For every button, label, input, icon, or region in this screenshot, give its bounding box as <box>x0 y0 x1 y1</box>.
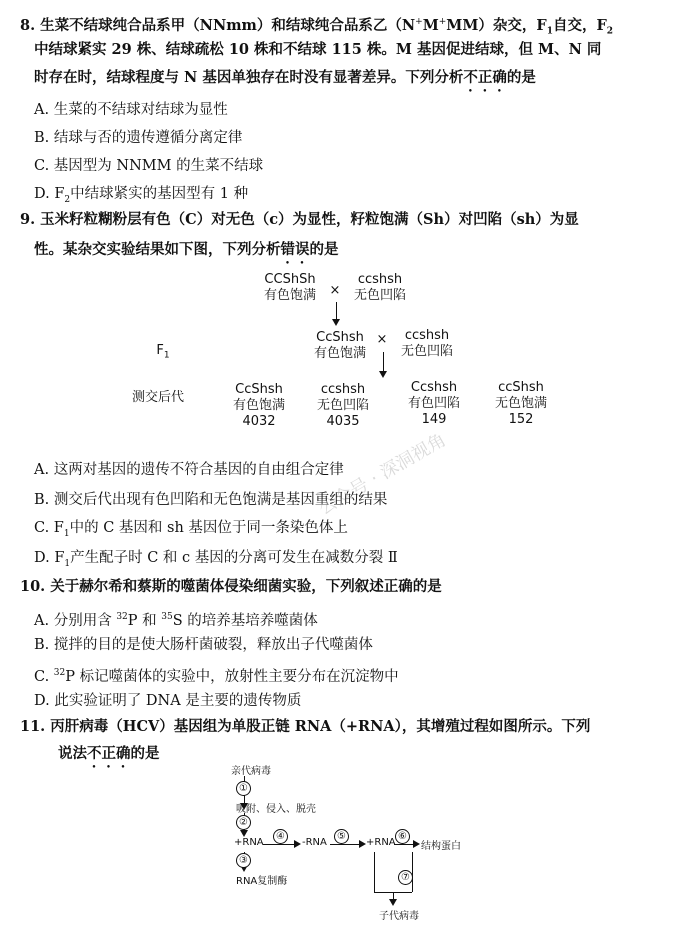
q11-arrow-7 <box>393 892 394 904</box>
q9-parent1-genotype: CCShSh <box>264 272 316 287</box>
q11-step-6: ⑥ <box>395 829 410 844</box>
q9-f1-mate <box>392 328 462 360</box>
q9-offspring-phenotype: 有色饱满 <box>232 398 285 413</box>
q9-offspring-4 <box>484 380 558 428</box>
q10-option-d: D. 此实验证明了 DNA 是主要的遗传物质 <box>34 693 302 709</box>
q9-arrow-2 <box>383 352 384 376</box>
q11-step-7: ⑦ <box>398 870 413 885</box>
q8-line-3: 时存在时，结球程度与 N 基因单独存在时没有显著差异。下列分析不正确的是 <box>34 69 536 86</box>
q9-option-b: B. 测交后代出现有色凹陷和无色饱满是基因重组的结果 <box>34 492 388 508</box>
q11-rna-replicase: RNA复制酶 <box>236 876 288 887</box>
q11-arrow-5 <box>330 844 364 845</box>
q11-child-virus: 子代病毒 <box>379 911 419 922</box>
q11-step-5: ⑤ <box>334 829 349 844</box>
q11-line-2: 说法不正确的是 <box>58 745 160 762</box>
q11-line-1: 11. 丙肝病毒（HCV）基因组为单股正链 RNA（+RNA），其增殖过程如图所示。下列 <box>20 718 591 735</box>
q11-step-4: ④ <box>273 829 288 844</box>
q11-step-3: ③ <box>236 853 251 868</box>
q9-parent2 <box>345 272 415 304</box>
q9-line-1: 9. 玉米籽粒糊粉层有色（C）对无色（c）为显性，籽粒饱满（Sh）对凹陷（sh）为显 <box>20 211 579 228</box>
q9-offspring-1 <box>222 382 296 430</box>
q9-offspring-3 <box>397 380 471 428</box>
q9-offspring-count: 149 <box>421 412 447 427</box>
q9-cross-symbol-2: × <box>376 332 388 347</box>
q11-arrow-4 <box>263 844 299 845</box>
q9-option-d: D. $F_1$产生配子时 C 和 c 基因的分离可发生在减数分裂 Ⅱ <box>34 550 398 569</box>
q11-step-1: ① <box>236 781 251 796</box>
q11-arrow-6 <box>394 844 418 845</box>
q10-option-c: C. $^{32}$P 标记噬菌体的实验中，放射性主要分布在沉淀物中 <box>34 668 399 685</box>
q8-option-d: D. $F_2$中结球紧实的基因型有 1 种 <box>34 186 249 205</box>
q9-f1-genotype: CcShsh <box>316 330 364 345</box>
q9-offspring-genotype: CcShsh <box>235 382 283 397</box>
q9-f1-label: $F_1$ <box>156 343 170 361</box>
q8-line-2: 中结球紧实 29 株、结球疏松 10 株和不结球 115 株。M 基因促进结球，但 M、N 同 <box>34 41 602 58</box>
q9-offspring-phenotype: 有色凹陷 <box>407 396 460 411</box>
q9-offspring-count: 4035 <box>326 414 360 429</box>
q11-box-left <box>374 852 375 892</box>
q9-testcross-label: 测交后代 <box>131 390 184 405</box>
q11-step2-text: 吸附、侵入、脱壳 <box>236 804 316 815</box>
q11-step-2: ② <box>236 815 251 830</box>
watermark: 公众号 · 深洞视角 <box>315 429 450 520</box>
q8-line-1: 8. 生菜不结球纯合品系甲（NNmm）和结球纯合品系乙（N+M+MM）杂交，$F_1$自交，$F_2$ <box>20 16 614 37</box>
q9-offspring-genotype: ccshsh <box>320 382 366 397</box>
q11-box-right <box>412 852 413 892</box>
q9-offspring-2 <box>306 382 380 430</box>
q11-parent-virus: 亲代病毒 <box>231 766 271 777</box>
q9-parent2-genotype: ccshsh <box>357 272 403 287</box>
q9-parent1-phenotype: 有色饱满 <box>263 288 316 303</box>
q9-f1-phenotype: 有色饱满 <box>313 346 366 361</box>
q11-structural-protein: 结构蛋白 <box>421 841 461 852</box>
q9-f1 <box>305 330 375 362</box>
q9-arrow-1 <box>336 302 337 324</box>
q9-f1-mate-phenotype: 无色凹陷 <box>400 344 453 359</box>
q9-parent1 <box>255 272 325 304</box>
q8-option-b: B. 结球与否的遗传遵循分离定律 <box>34 130 243 146</box>
q9-line-2: 性。某杂交实验结果如下图，下列分析错误的是 <box>34 241 339 258</box>
q9-offspring-phenotype: 无色饱满 <box>494 396 547 411</box>
q9-offspring-count: 152 <box>508 412 534 427</box>
q9-offspring-genotype: ccShsh <box>498 380 544 395</box>
q10-option-b: B. 搅拌的目的是使大肠杆菌破裂，释放出子代噬菌体 <box>34 637 373 653</box>
q10-line-1: 10. 关于赫尔希和蔡斯的噬菌体侵染细菌实验，下列叙述正确的是 <box>20 578 442 595</box>
q8-option-a: A. 生菜的不结球对结球为显性 <box>34 102 228 118</box>
q9-f1-mate-genotype: ccshsh <box>404 328 450 343</box>
q9-option-a: A. 这两对基因的遗传不符合基因的自由组合定律 <box>34 462 344 478</box>
q11-rna-negative: -RNA <box>302 837 327 848</box>
q11-rna-positive-2: +RNA <box>366 837 396 848</box>
q8-option-c: C. 基因型为 NNMM 的生菜不结球 <box>34 158 264 174</box>
q10-option-a: A. 分别用含 $^{32}$P 和 $^{35}$S 的培养基培养噬菌体 <box>34 612 318 629</box>
q9-parent2-phenotype: 无色凹陷 <box>353 288 406 303</box>
q9-offspring-phenotype: 无色凹陷 <box>316 398 369 413</box>
q9-option-c: C. $F_1$中的 C 基因和 sh 基因位于同一条染色体上 <box>34 520 348 539</box>
q9-offspring-genotype: Ccshsh <box>410 380 458 395</box>
q11-rna-positive: +RNA <box>234 837 264 848</box>
q9-cross-symbol-1: × <box>329 283 341 298</box>
q9-offspring-count: 4032 <box>242 414 276 429</box>
